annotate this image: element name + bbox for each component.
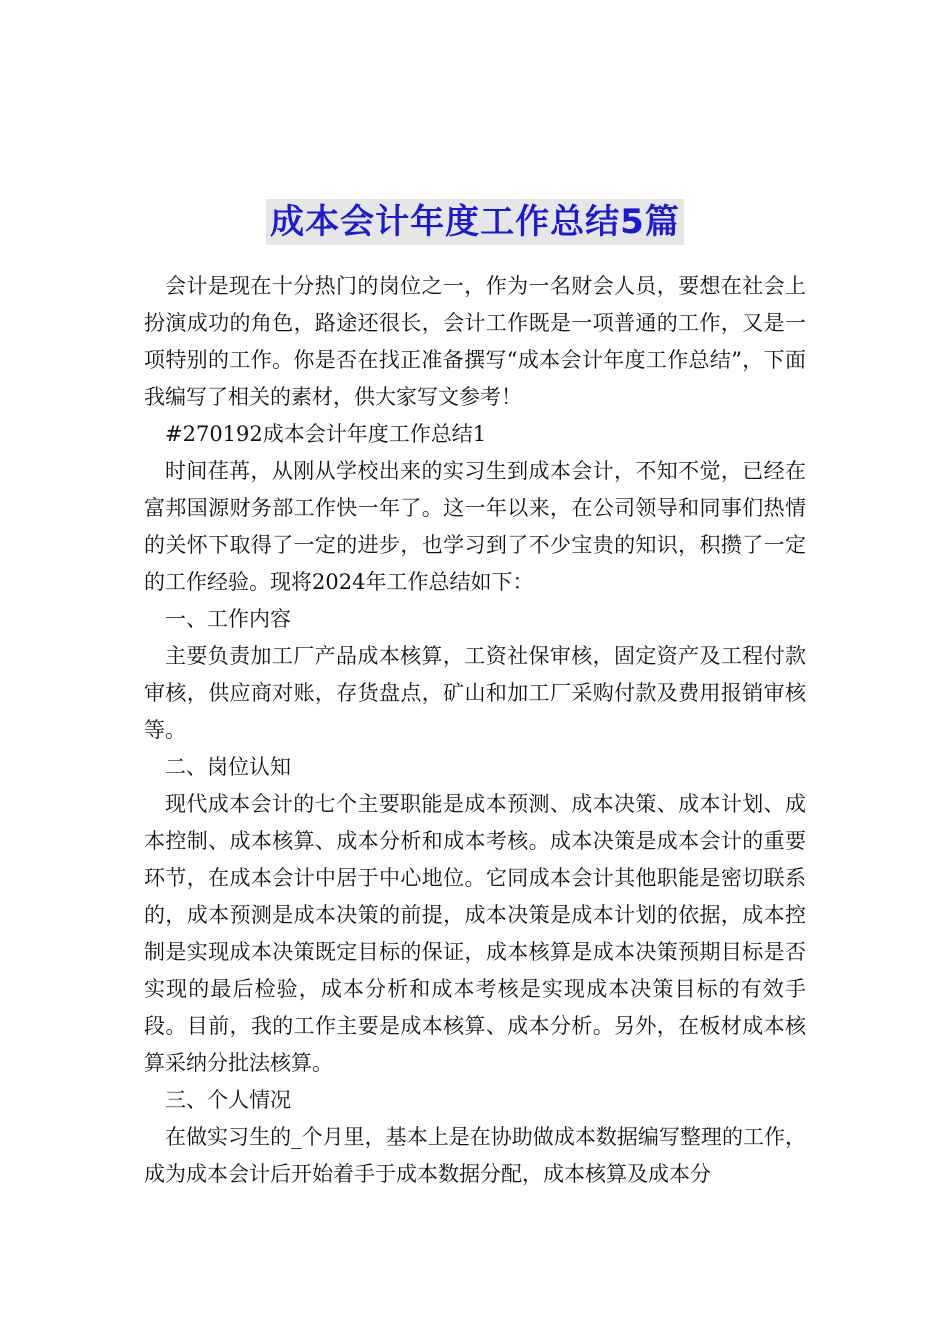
paragraph-role-cognition: 现代成本会计的七个主要职能是成本预测、成本决策、成本计划、成本控制、成本核算、成本分析和成本考核。成本决策是成本会计的重要环节，在成本会计中居于中心地位。它同成本会计其他职能是密切联系的，成本预测是成本决策的前提，成本决策是成本计划的依据，成本控制是实现成本决策既定目标的保证，成本核算是成本决策预期目标是否实现的最后检验，成本分析和成本考核是实现成本决策目标的有效手段。目前，我的工作主要是成本核算、成本分析。另外，在板材成本核算采纳分批法核算。 — [144, 792, 806, 1075]
section-heading-summary-1: #270192成本会计年度工作总结1 — [165, 422, 487, 446]
paragraph-opening: 时间荏苒，从刚从学校出来的实习生到成本会计，不知不觉，已经在富邦国源财务部工作快一年了。这一年以来，在公司领导和同事们热情的关怀下取得了一定的进步，也学习到了不少宝贵的知识，积攒了一定的工作经验。现将2024年工作总结如下： — [144, 459, 806, 594]
paragraph-personal: 在做实习生的_个月里，基本上是在协助做成本数据编写整理的工作，成为成本会计后开始着手于成本数据分配，成本核算及成本分 — [144, 1125, 806, 1186]
paragraph-intro: 会计是现在十分热门的岗位之一，作为一名财会人员，要想在社会上扮演成功的角色，路途还很长，会计工作既是一项普通的工作，又是一项特别的工作。你是否在找正准备撰写“成本会计年度工作总结”，下面我编写了相关的素材，供大家写文参考！ — [144, 274, 806, 409]
paragraph-work-content: 主要负责加工厂产品成本核算，工资社保审核，固定资产及工程付款审核，供应商对账，存货盘点，矿山和加工厂采购付款及费用报销审核等。 — [144, 644, 806, 742]
document-title: 成本会计年度工作总结5篇 — [266, 199, 684, 245]
title-container — [0, 176, 950, 268]
section-heading-personal: 三、个人情况 — [165, 1088, 291, 1112]
document-body — [144, 268, 806, 1193]
section-heading-role-cognition: 二、岗位认知 — [165, 755, 291, 779]
section-heading-work-content: 一、工作内容 — [165, 607, 291, 631]
